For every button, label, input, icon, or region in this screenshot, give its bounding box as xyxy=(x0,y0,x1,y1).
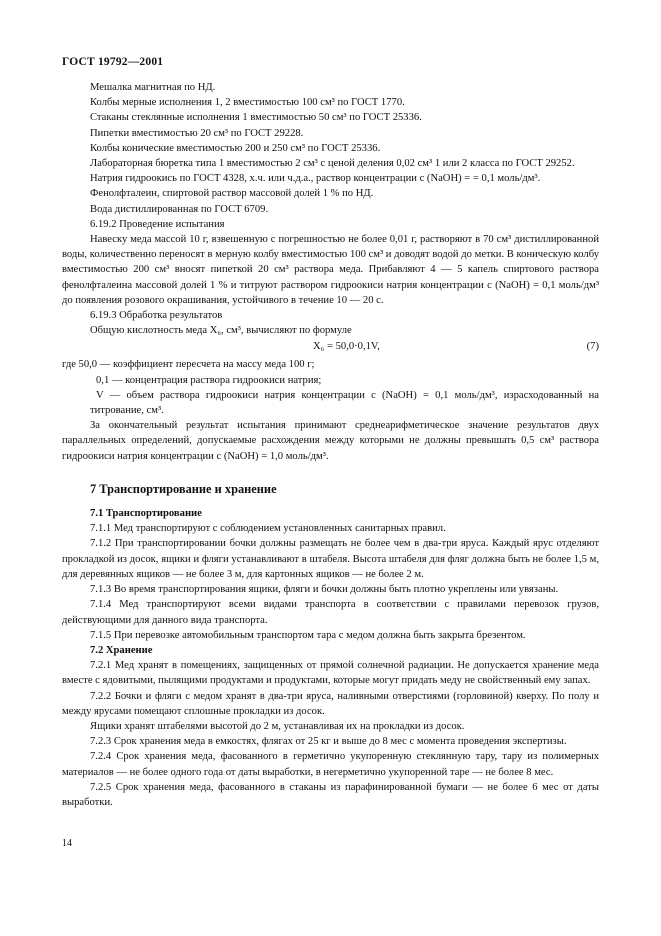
paragraph: 7.1.4 Мед транспортируют всеми видами транспорта в соответствии с правилами перевозок грузов, действующими для данного вида транспорта. xyxy=(62,599,599,626)
paragraph: Общую кислотность меда X₆, см³, вычисляют по формуле xyxy=(90,325,352,337)
paragraph: 7.1.5 При перевозке автомобильным транспортом тара с медом должна быть закрыта брезентом. xyxy=(90,629,526,641)
where-line: V — объем раствора гидроокиси натрия концентрации с (NaOH) = 0,1 моль/дм³, израсходованный на титрование, см³. xyxy=(90,389,599,417)
formula-expression: X₆ = 50,0·0,1V, xyxy=(313,341,380,353)
document-header: ГОСТ 19792—2001 xyxy=(62,56,164,68)
subsection-title: 6.19.2 Проведение испытания xyxy=(90,218,225,230)
where-line: где 50,0 — коэффициент пересчета на массу меда 100 г; xyxy=(62,359,315,371)
paragraph: 7.1.3 Во время транспортирования ящики, фляги и бочки должны быть плотно укреплены или увязаны. xyxy=(90,584,559,596)
paragraph: Вода дистиллированная по ГОСТ 6709. xyxy=(90,203,269,215)
paragraph: Натрия гидроокись по ГОСТ 4328, х.ч. или ч.д.а., раствор концентрации с (NaOH) = = 0,1 моль/дм³. xyxy=(90,173,541,185)
page-content xyxy=(62,80,599,810)
paragraph: 7.1.2 При транспортировании бочки должны размещать не более чем в два-три яруса. Каждый ярус отделяют прокладкой из досок, ящики и фляги устанавливают в штабеля. Высота штабеля для фляг должна быть не более 1,5 м, для деревянных ящиков — не более 3 м, для картонных ящиков — не более 2 м. xyxy=(62,538,599,580)
paragraph: Пипетки вместимостью 20 см³ по ГОСТ 29228. xyxy=(90,127,304,139)
paragraph: Навеску меда массой 10 г, взвешенную с погрешностью не более 0,01 г, растворяют в 70 см³ дистиллированной воды, количественно переносят в мерную колбу вместимостью 100 см³ и доводят водой до метки. В коническую колбу вместимостью 200 см³ вносят пипеткой 20 см³ раствора меда. Прибавляют 4 — 5 капель спиртового раствора фенолфталеина массовой долей 1 % и титруют раствором гидроокиси натрия концентрации с (NaOH) = 0,1 моль/дм³ до появления розового окрашивания, устойчивого в течение 10 — 20 с. xyxy=(62,234,599,306)
paragraph: Лабораторная бюретка типа 1 вместимостью 2 см³ с ценой деления 0,02 см³ 1 или 2 класса по ГОСТ 29252. xyxy=(90,158,575,170)
where-line: 0,1 — концентрация раствора гидроокиси натрия; xyxy=(96,374,322,386)
subsection-title: 7.2 Хранение xyxy=(90,644,153,656)
paragraph: 7.1.1 Мед транспортируют с соблюдением установленных санитарных правил. xyxy=(90,523,446,535)
subsection-title: 7.1 Транспортирование xyxy=(90,508,202,520)
page-number: 14 xyxy=(62,838,72,849)
formula-number: (7) xyxy=(586,341,599,353)
paragraph: 7.2.1 Мед хранят в помещениях, защищенных от прямой солнечной радиации. Не допускается хранение меда вместе с ядовитыми, пылящими продуктами и продуктами, которые могут придать меду не свойственный ему запах. xyxy=(62,660,599,687)
paragraph: 7.2.4 Срок хранения меда, фасованного в герметично укупоренную стеклянную тару, тару из полимерных материалов — не более одного года от даты выработки, в негерметично укупоренной таре — не более 8 мес. xyxy=(62,751,599,778)
paragraph: Мешалка магнитная по НД. xyxy=(90,82,216,93)
paragraph: Стаканы стеклянные исполнения 1 вместимостью 50 см³ по ГОСТ 25336. xyxy=(90,112,422,124)
paragraph: Ящики хранят штабелями высотой до 2 м, устанавливая их на прокладки из досок. xyxy=(90,720,465,732)
paragraph: Колбы мерные исполнения 1, 2 вместимостью 100 см³ по ГОСТ 1770. xyxy=(90,97,405,109)
paragraph: 7.2.5 Срок хранения меда, фасованного в стаканы из парафинированной бумаги — не более 6 мес от даты выработки. xyxy=(62,781,599,808)
paragraph: 7.2.2 Бочки и фляги с медом хранят в два-три яруса, наливными отверстиями (горловиной) кверху. По полу и между ярусами помещают сплошные прокладки из досок. xyxy=(62,690,599,717)
formula xyxy=(62,339,599,356)
paragraph: Фенолфталеин, спиртовой раствор массовой долей 1 % по НД. xyxy=(90,188,374,200)
subsection-title: 6.19.3 Обработка результатов xyxy=(90,310,223,322)
paragraph: За окончательный результат испытания принимают среднеарифметическое значение результатов двух параллельных определений, допускаемые расхождения между которыми не должны превышать 0,5 см³ раствора гидроокиси натрия концентрации с (NaOH) = 1,0 моль/дм³. xyxy=(62,420,599,462)
paragraph: 7.2.3 Срок хранения меда в емкостях, флягах от 25 кг и выше до 8 мес с момента проведения экспертизы. xyxy=(90,736,567,748)
section-title: 7 Транспортирование и хранение xyxy=(90,481,277,496)
paragraph: Колбы конические вместимостью 200 и 250 см³ по ГОСТ 25336. xyxy=(90,142,381,154)
